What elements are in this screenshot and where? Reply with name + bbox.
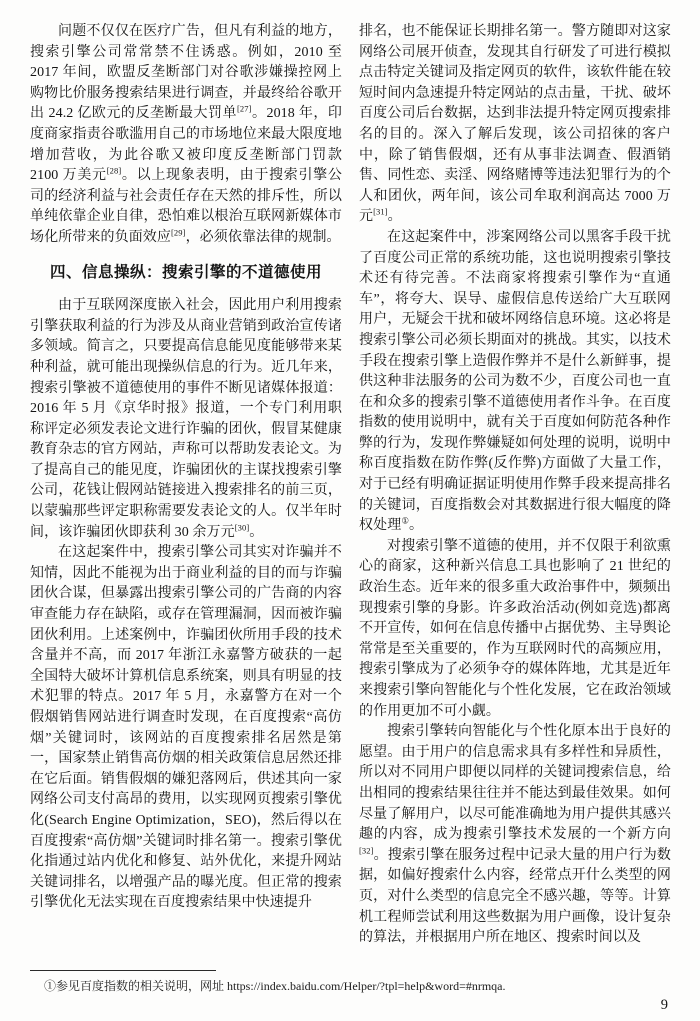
footnote-marker: ① xyxy=(44,979,57,993)
section-heading: 四、信息操纵：搜索引擎的不道德使用 xyxy=(49,263,322,281)
footnote-separator xyxy=(30,970,216,971)
footnote-text: 参见百度指数的相关说明，网址 https://index.baidu.com/Helper/?tpl=help&word=#nrmqa. xyxy=(56,979,506,993)
citation-marker: [30] xyxy=(234,522,250,532)
paragraph: 由于互联网深度嵌入社会，因此用户利用搜索引擎获取利益的行为涉及从商业营销到政治宣传诸多领域。简言之，只要提高信息能见度能够带来某种利益，就可能出现操纵信息的行为。近几年来，搜索引擎被不道德使用的事件不断见诸媒体报道：2016 年 5 月《京华时报》报道，一个专门利用职称评定必须发表论文进行诈骗的团伙，假冒某健康教育杂志的官方网站，声称可以帮助发表论文。为了提高自己的能见度，诈骗团伙的主谋找搜索引擎公司，花钱让假网站链接进入搜索排名的前三页，以蒙骗那些评定职称需要发表论文的人。仅半年时间，该诈骗团伙即获利 30 余万元[30]。 xyxy=(30,298,342,540)
footnote xyxy=(30,978,684,995)
text-columns xyxy=(30,22,671,949)
left-column xyxy=(30,22,342,949)
paragraph: 对搜索引擎不道德的使用，并不仅限于利欲熏心的商家，这种新兴信息工具也影响了 21 世纪的政治生态。近年来的很多重大政治事件中，频频出现搜索引擎的身影。许多政治活动(例如竞选)都离不开宣传，如何在信息传播中占据优势、主导舆论常常是至关重要的，作为互联网时代的高频应用，搜索引擎成为了必须争夺的媒体阵地，尤其是近年来搜索引擎向智能化与个性化发展，它在政治领域的作用更加不可小觑。 xyxy=(359,538,671,719)
citation-marker: [29] xyxy=(171,227,186,238)
citation-marker: [27] xyxy=(237,103,252,114)
paragraph: 在这起案件中，涉案网络公司以黑客手段干扰了百度公司正常的系统功能，这也说明搜索引擎技术还有待完善。不法商家将搜索引擎作为“直通车”，将夸大、误导、虚假信息传送给广大互联网用户，无疑会干扰和破坏网络信息环境。这必将是搜索引擎公司必须长期面对的挑战。其实，以技术手段在搜索引擎上造假作弊并不是什么新鲜事，提供这种非法服务的公司为数不少，百度公司也一直在和众多的搜索引擎不道德使用者作斗争。在百度指数的使用说明中，就有关于百度如何防范各种作弊的行为，发现作弊嫌疑如何处理的说明，说明中称百度指数在防作弊(反作弊)方面做了大量工作，对于已经有明确证据证明使用作弊手段来提高排名的关键词，百度指数会对其数据进行很大幅度的降权处理①。 xyxy=(359,229,671,534)
paragraph: 问题不仅仅在医疗广告，但凡有利益的地方，搜索引擎公司常常禁不住诱惑。例如，2010 至 2017 年间，欧盟反垄断部门对谷歌涉嫌操控网上购物比价服务搜索结果进行调查，并最终给谷歌开出 24.2 亿欧元的反垄断最大罚单[27]。2018 年，印度商家指责谷歌滥用自己的市场地位来最大限度地增加营收，为此谷歌又被印度反垄断部门罚款 2100 万美元[28]。以上现象表明，由于搜索引擎公司的经济利益与社会责任存在天然的排斥性，所以单纯依靠企业自律，恐怕难以根治互联网新媒体市场化所带来的负面效应[29]，必须依靠法律的规制。 xyxy=(30,24,342,245)
right-column xyxy=(359,22,671,949)
citation-marker: [32] xyxy=(359,845,374,856)
citation-marker: ① xyxy=(401,515,410,526)
paragraph: 搜索引擎转向智能化与个性化原本出于良好的愿望。由于用户的信息需求具有多样性和异质性，所以对不同用户即便以同样的关键词搜索信息，给出相同的搜索结果往往并不能达到最佳效果。如何尽量了解用户，以尽可能准确地为用户提供其感兴趣的内容，成为搜索引擎技术发展的一个新方向[32]。搜索引擎在服务过程中记录大量的用户行为数据，如偏好搜索什么内容，经常点开什么类型的网页，对什么类型的信息完全不感兴趣，等等。计算机工程师尝试利用这些数据为用户画像，设计复杂的算法，并根据用户所在地区、搜索时间以及 xyxy=(359,724,671,946)
page-number: 9 xyxy=(660,997,668,1013)
paragraph: 排名，也不能保证长期排名第一。警方随即对这家网络公司展开侦查，发现其自行研发了可进行模拟点击特定关键词及指定网页的软件，该软件能在较短时间内急速提升特定网站的点击量，干扰、破坏百度公司后台数据，达到非法提升特定网页搜索排名的目的。深入了解后发现，该公司招徕的客户中，除了销售假烟，还有从事非法调查、假酒销售、同性恋、卖淫、网络赌博等违法犯罪行为的个人和团伙，两年间，该公司牟取利润高达 7000 万元[31]。 xyxy=(359,24,671,225)
citation-marker: [28] xyxy=(106,165,122,176)
citation-marker: [31] xyxy=(373,206,388,217)
paragraph: 在这起案件中，搜索引擎公司其实对诈骗并不知情，因此不能视为出于商业利益的目的而与诈骗团伙合谋，但暴露出搜索引擎公司的广告商的内容审查能力存在缺陷，或存在管理漏洞，因而被诈骗团伙利用。上述案例中，诈骗团伙所用手段的技术含量并不高，而 2017 年浙江永嘉警方破获的一起全国特大破坏计算机信息系统案，则具有明显的技术犯罪的特点。2017 年 5 月，永嘉警方在对一个假烟销售网站进行调查时发现，在百度搜索“高仿烟”关键词时，该网站的百度搜索排名居然是第一，国家禁止销售高仿烟的相关政策信息居然还排在它后面。销售假烟的嫌犯落网后，供述其向一家网络公司支付高昂的费用，以实现网页搜索引擎优化(Search Engine Optimization，SEO)，然后得以在百度搜索“高仿烟”关键词时排名第一。搜索引擎优化指通过站内优化和修复、站外优化，来提升网站关键词排名，以增强产品的曝光度。但正常的搜索引擎优化无法实现在百度搜索结果中快速提升 xyxy=(30,545,342,911)
